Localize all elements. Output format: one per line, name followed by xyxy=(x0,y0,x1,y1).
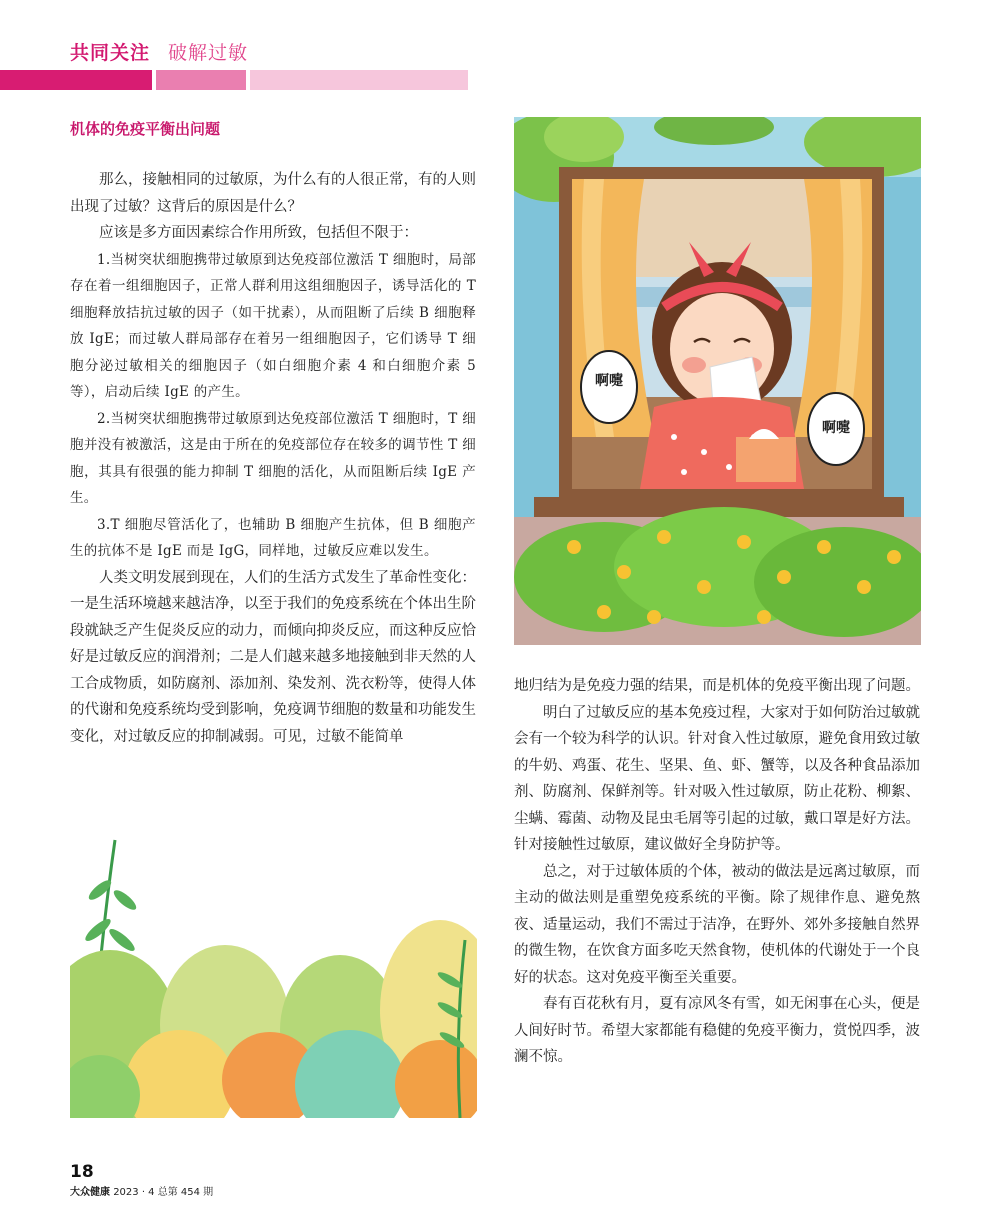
paragraph: 3.T 细胞尽管活化了，也辅助 B 细胞产生抗体，但 B 细胞产生的抗体不是 IgE 而是 IgG，同样地，过敏反应难以发生。 xyxy=(70,516,476,559)
header-bar-light xyxy=(250,70,468,90)
bubble-right-text: 啊嚏 xyxy=(822,420,850,436)
paragraph: 那么，接触相同的过敏原，为什么有的人很正常，有的人则出现了过敏？这背后的原因是什么？ xyxy=(70,172,476,215)
issue-date: 2023 · 4 xyxy=(113,1187,155,1198)
sneezing-girl-illustration xyxy=(514,117,921,645)
paragraph: 应该是多方面因素综合作用所致，包括但不限于： xyxy=(99,225,418,241)
page-number: 18 xyxy=(70,1162,94,1182)
paragraph: 地归结为是免疫力强的结果，而是机体的免疫平衡出现了问题。 xyxy=(514,678,920,694)
header-bar-mid xyxy=(156,70,246,90)
article-heading: 机体的免疫平衡出问题 xyxy=(70,120,221,138)
page-footer xyxy=(70,1162,213,1198)
paragraph: 2.当树突状细胞携带过敏原到达免疫部位激活 T 细胞时，T 细胞并没有被激活，这是由于所在的免疫部位存在较多的调节性 T 细胞，其具有很强的能力抑制 T 细胞的活化，从而阻断后续 IgE 产生。 xyxy=(70,410,476,506)
total-issue: 总第 454 期 xyxy=(157,1187,214,1198)
paragraph: 春有百花秋有月，夏有凉风冬有雪，如无闲事在心头，便是人间好时节。希望大家都能有稳健的免疫平衡力，赏悦四季，波澜不惊。 xyxy=(514,996,920,1065)
page-header xyxy=(70,38,248,65)
topic-label: 破解过敏 xyxy=(168,42,249,64)
trees-illustration xyxy=(70,830,477,1118)
section-label: 共同关注 xyxy=(70,42,151,64)
header-bar-dark xyxy=(0,70,152,90)
paragraph: 1.当树突状细胞携带过敏原到达免疫部位激活 T 细胞时，局部存在着一组细胞因子，正常人群利用这组细胞因子，诱导活化的 T 细胞释放拮抗过敏的因子（如干扰素），从而阻断了后续 B 细胞释放 IgE；而过敏人群局部存在着另一组细胞因子，它们诱导 T 细胞分泌过敏相关的细胞因子（如白细胞介素 4 和白细胞介素 5 等），启动后续 IgE 的产生。 xyxy=(70,251,476,400)
issue-info xyxy=(70,1183,213,1198)
bubble-left-text: 啊嚏 xyxy=(595,373,623,389)
paragraph: 明白了过敏反应的基本免疫过程，大家对于如何防治过敏就会有一个较为科学的认识。针对食入性过敏原，避免食用致过敏的牛奶、鸡蛋、花生、坚果、鱼、虾、蟹等，以及各种食品添加剂、防腐剂、保鲜剂等。针对吸入性过敏原，防止花粉、柳絮、尘螨、霉菌、动物及昆虫毛屑等引起的过敏，戴口罩是好方法。针对接触性过敏原，建议做好全身防护等。 xyxy=(514,704,920,853)
paragraph: 人类文明发展到现在，人们的生活方式发生了革命性变化：一是生活环境越来越洁净，以至于我们的免疫系统在个体出生阶段就缺乏产生促炎反应的动力，而倾向抑炎反应，而这种反应恰好是过敏反应的润滑剂；二是人们越来越多地接触到非天然的人工合成物质，如防腐剂、添加剂、染发剂、洗衣粉等，使得人体的代谢和免疫系统均受到影响，免疫调节细胞的数量和功能发生变化，对过敏反应的抑制减弱。可见，过敏不能简单 xyxy=(70,569,476,745)
left-column xyxy=(70,167,476,750)
paragraph: 总之，对于过敏体质的个体，被动的做法是远离过敏原，而主动的做法则是重塑免疫系统的平衡。除了规律作息、避免熬夜、适量运动，我们不需过于洁净，在野外、郊外多接触自然界的微生物，在饮食方面多吃天然食物，使机体的代谢处于一个良好的状态。这对免疫平衡至关重要。 xyxy=(514,863,920,986)
right-column xyxy=(514,673,920,1071)
magazine-name: 大众健康 xyxy=(70,1187,110,1198)
